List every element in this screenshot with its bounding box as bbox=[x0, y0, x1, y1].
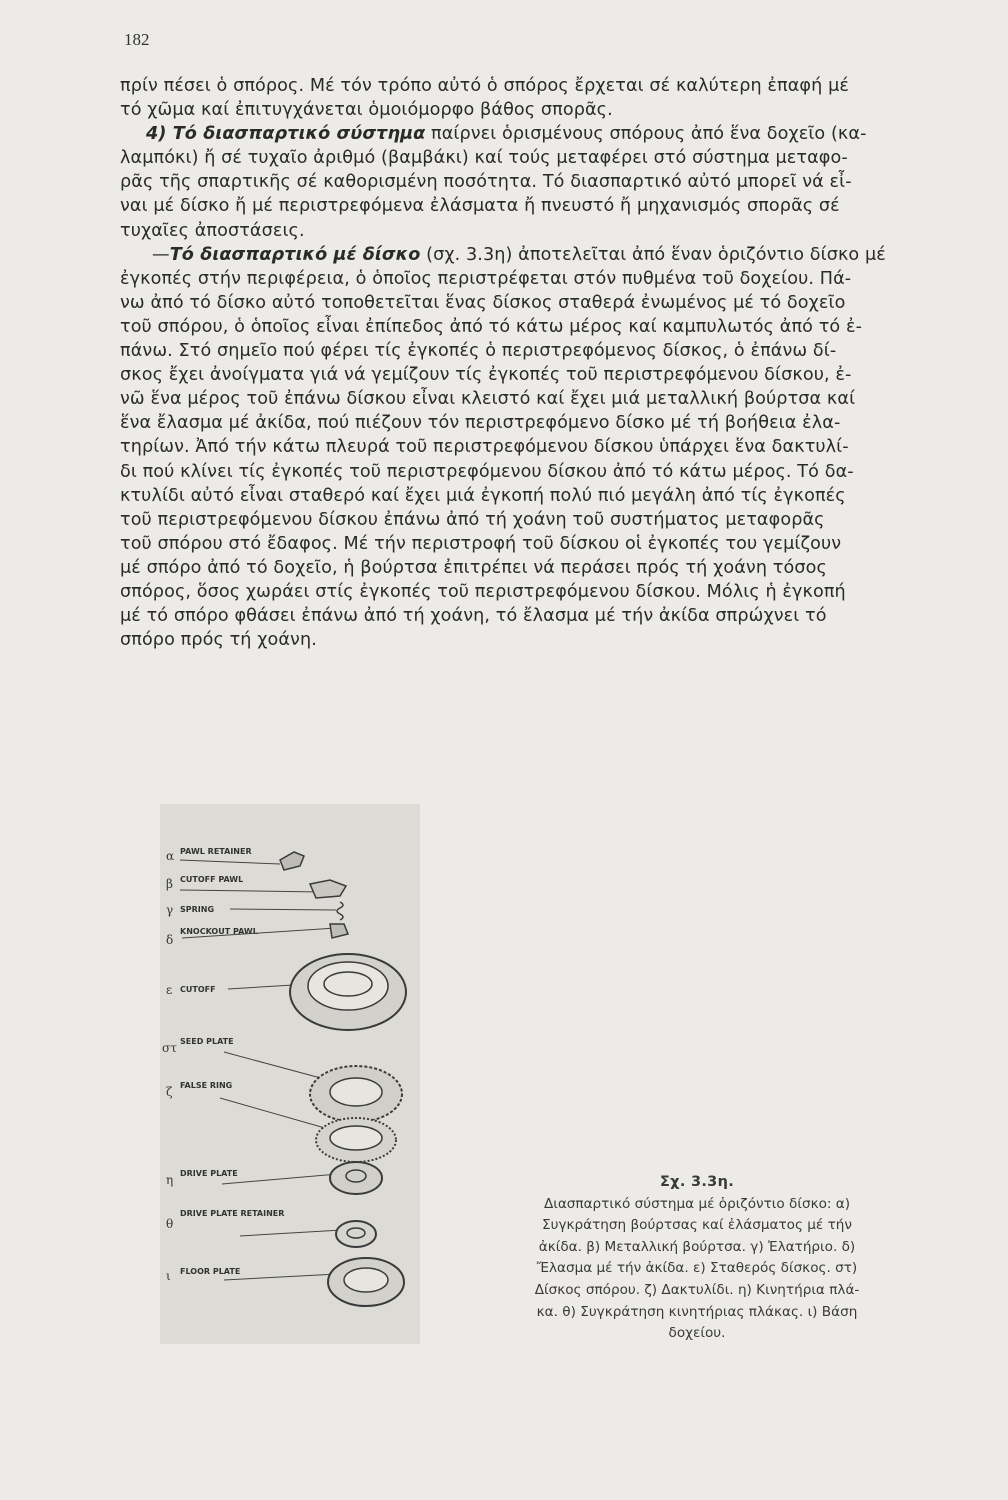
label-th bbox=[166, 1209, 342, 1236]
text-line: μέ σπόρο ἀπό τό δοχεῖο, ἡ βούρτσα ἐπιτρέπει νά περάσει πρός τή χοάνη τόσος bbox=[120, 557, 827, 578]
label-h bbox=[166, 1169, 338, 1187]
caption-line: Ἔλασμα μέ τήν ἀκίδα. ε) Σταθερός δίσκος. στ) bbox=[536, 1260, 858, 1277]
caption-line: Δίσκος σπόρου. ζ) Δακτυλίδι. η) Κινητήρια πλά- bbox=[534, 1281, 860, 1298]
text-line: νω ἀπό τό δίσκο αὐτό τοποθετεῖται ἕνας δίσκος σταθερά ἐνωμένος μέ τό δοχεῖο bbox=[120, 292, 846, 313]
label-d bbox=[166, 927, 336, 947]
pawl-retainer-part bbox=[280, 852, 304, 870]
label-c bbox=[166, 903, 336, 917]
parts-drawing bbox=[280, 852, 406, 1306]
part-name: CUTOFF PAWL bbox=[180, 875, 244, 884]
spring-part bbox=[337, 902, 343, 920]
text-line: ἕνα ἔλασμα μέ ἀκίδα, πού πιέζουν τόν περιστρεφόμενο δίσκο μέ τή βοήθεια ἐλα- bbox=[120, 413, 841, 434]
part-name: KNOCKOUT PAWL bbox=[180, 927, 258, 936]
part-name: DRIVE PLATE RETAINER bbox=[180, 1209, 285, 1218]
text-line: ἐγκοπές στήν περιφέρεια, ὁ ὁποῖος περιστρέφεται στόν πυθμένα τοῦ δοχείου. Πά- bbox=[120, 268, 852, 289]
greek-letter: ε bbox=[166, 983, 173, 997]
part-name: DRIVE PLATE bbox=[180, 1169, 238, 1178]
text-line: (σχ. 3.3η) ἀποτελεῖται ἀπό ἕναν ὁριζόντιο δίσκο μέ bbox=[420, 244, 886, 265]
part-name: SPRING bbox=[180, 905, 215, 914]
text-line: λαμπόκι) ἤ σέ τυχαῖο ἀριθμό (βαμβάκι) καί τούς μεταφέρει στό σύστημα μεταφο- bbox=[120, 148, 848, 169]
label-z bbox=[166, 1081, 332, 1130]
caption-line: Διασπαρτικό σύστημα μέ ὁριζόντιο δίσκο: α) bbox=[543, 1195, 851, 1212]
text-line: τυχαῖες ἀποστάσεις. bbox=[120, 220, 305, 241]
label-st bbox=[162, 1037, 328, 1080]
seed-disc-diagram bbox=[160, 804, 420, 1344]
text-line: πάνω. Στό σημεῖο πού φέρει τίς ἐγκοπές ὁ περιστρεφόμενος δίσκος, ὁ ἐπάνω δί- bbox=[120, 341, 837, 362]
section-heading-4: 4) Τό διασπαρτικό σύστημα bbox=[146, 124, 426, 145]
caption-line: Συγκράτηση βούρτσας καί ἐλάσματος μέ τήν bbox=[542, 1217, 852, 1234]
greek-letter: στ bbox=[162, 1041, 177, 1055]
label-a bbox=[166, 847, 280, 864]
caption-line: κα. θ) Συγκράτηση κινητήριας πλάκας. ι) Βάση bbox=[536, 1303, 858, 1320]
part-name: CUTOFF bbox=[180, 985, 216, 994]
page-number: 182 bbox=[124, 30, 150, 49]
greek-letter: θ bbox=[166, 1217, 174, 1231]
part-name: SEED PLATE bbox=[180, 1037, 234, 1046]
text-line: μέ τό σπόρο φθάσει ἐπάνω ἀπό τή χοάνη, τό ἔλασμα μέ τήν ἀκίδα σπρώχνει τό bbox=[120, 606, 827, 627]
part-name: PAWL RETAINER bbox=[180, 847, 252, 856]
part-name: FLOOR PLATE bbox=[180, 1267, 241, 1276]
greek-letter: η bbox=[166, 1173, 174, 1187]
text-line: τοῦ σπόρου, ὁ ὁποῖος εἶναι ἐπίπεδος ἀπό τό κάτω μέρος καί καμπυλωτός ἀπό τό ἐ- bbox=[120, 316, 863, 337]
drive-plate-retainer-part bbox=[336, 1221, 376, 1247]
text-line: νῶ ἕνα μέρος τοῦ ἐπάνω δίσκου εἶναι κλειστό καί ἔχει μιά μεταλλική βούρτσα καί bbox=[120, 389, 856, 410]
greek-letter: δ bbox=[166, 933, 174, 947]
caption-line: ἀκίδα. β) Μεταλλική βούρτσα. γ) Ἐλατήριο. δ) bbox=[538, 1238, 856, 1255]
caption-line: δοχείου. bbox=[668, 1325, 726, 1342]
exploded-view bbox=[160, 804, 420, 1344]
label-i bbox=[166, 1267, 338, 1283]
text-line: ναι μέ δίσκο ἤ μέ περιστρεφόμενα ἐλάσματα ἤ πνευστό ἤ μηχανισμός σπορᾶς σέ bbox=[120, 196, 840, 217]
text-line: κτυλίδι αὐτό εἶναι σταθερό καί ἔχει μιά ἐγκοπή πολύ πιό μεγάλη ἀπό τίς ἐγκοπές bbox=[120, 485, 846, 506]
text-line bbox=[120, 122, 950, 146]
text-line: σκος ἔχει ἀνοίγματα γιά νά γεμίζουν τίς ἐγκοπές τοῦ περιστρεφόμενου δίσκου, ἐ- bbox=[120, 365, 852, 386]
cutoff-pawl-part bbox=[310, 880, 346, 898]
text-line: σπόρο πρός τή χοάνη. bbox=[120, 630, 317, 651]
text-line: τοῦ σπόρου στό ἔδαφος. Μέ τήν περιστροφή τοῦ δίσκου οἱ ἐγκοπές του γεμίζουν bbox=[120, 533, 842, 554]
text-line: τοῦ περιστρεφόμενου δίσκου ἐπάνω ἀπό τή χοάνη τοῦ συστήματος μεταφορᾶς bbox=[120, 509, 825, 530]
drive-plate-part bbox=[330, 1162, 382, 1194]
text-line: τό χῶμα καί ἐπιτυγχάνεται ὁμοιόμορφο βάθος σπορᾶς. bbox=[120, 100, 613, 121]
figure-caption bbox=[494, 1172, 900, 1345]
greek-letter: β bbox=[166, 877, 173, 891]
text-line bbox=[120, 243, 950, 267]
text-line: πρίν πέσει ὁ σπόρος. Μέ τόν τρόπο αὐτό ὁ σπόρος ἔρχεται σέ καλύτερη ἐπαφή μέ bbox=[120, 76, 849, 96]
label-e bbox=[166, 983, 310, 997]
greek-letter: ι bbox=[166, 1269, 171, 1283]
text-line: παίρνει ὁρισμένους σπόρους ἀπό ἕνα δοχεῖο (κα- bbox=[425, 124, 867, 145]
caption-title: Σχ. 3.3η. bbox=[659, 1174, 735, 1190]
text-line: τηρίων. Ἀπό τήν κάτω πλευρά τοῦ περιστρεφόμενου δίσκου ὑπάρχει ἕνα δακτυλί- bbox=[120, 437, 849, 458]
knockout-pawl-part bbox=[330, 924, 348, 938]
part-name: FALSE RING bbox=[180, 1081, 233, 1090]
greek-letter: α bbox=[166, 849, 175, 863]
text-line: ρᾶς τῆς σπαρτικῆς σέ καθορισμένη ποσότητα. Τό διασπαρτικό αὐτό μπορεῖ νά εἶ- bbox=[120, 172, 852, 193]
text-line: σπόρος, ὅσος χωράει στίς ἐγκοπές τοῦ περιστρεφόμενου δίσκου. Μόλις ἡ ἐγκοπή bbox=[120, 581, 846, 602]
em-dash: — bbox=[152, 244, 170, 265]
text-line: δι πού κλίνει τίς ἐγκοπές τοῦ περιστρεφόμενου δίσκου ἀπό τό κάτω μέρος. Τό δα- bbox=[120, 461, 854, 482]
body-text bbox=[120, 74, 950, 652]
greek-letter: γ bbox=[166, 903, 174, 917]
greek-letter: ζ bbox=[166, 1085, 173, 1099]
subsection-heading-disc: Τό διασπαρτικό μέ δίσκο bbox=[169, 244, 421, 265]
label-b bbox=[166, 875, 322, 892]
